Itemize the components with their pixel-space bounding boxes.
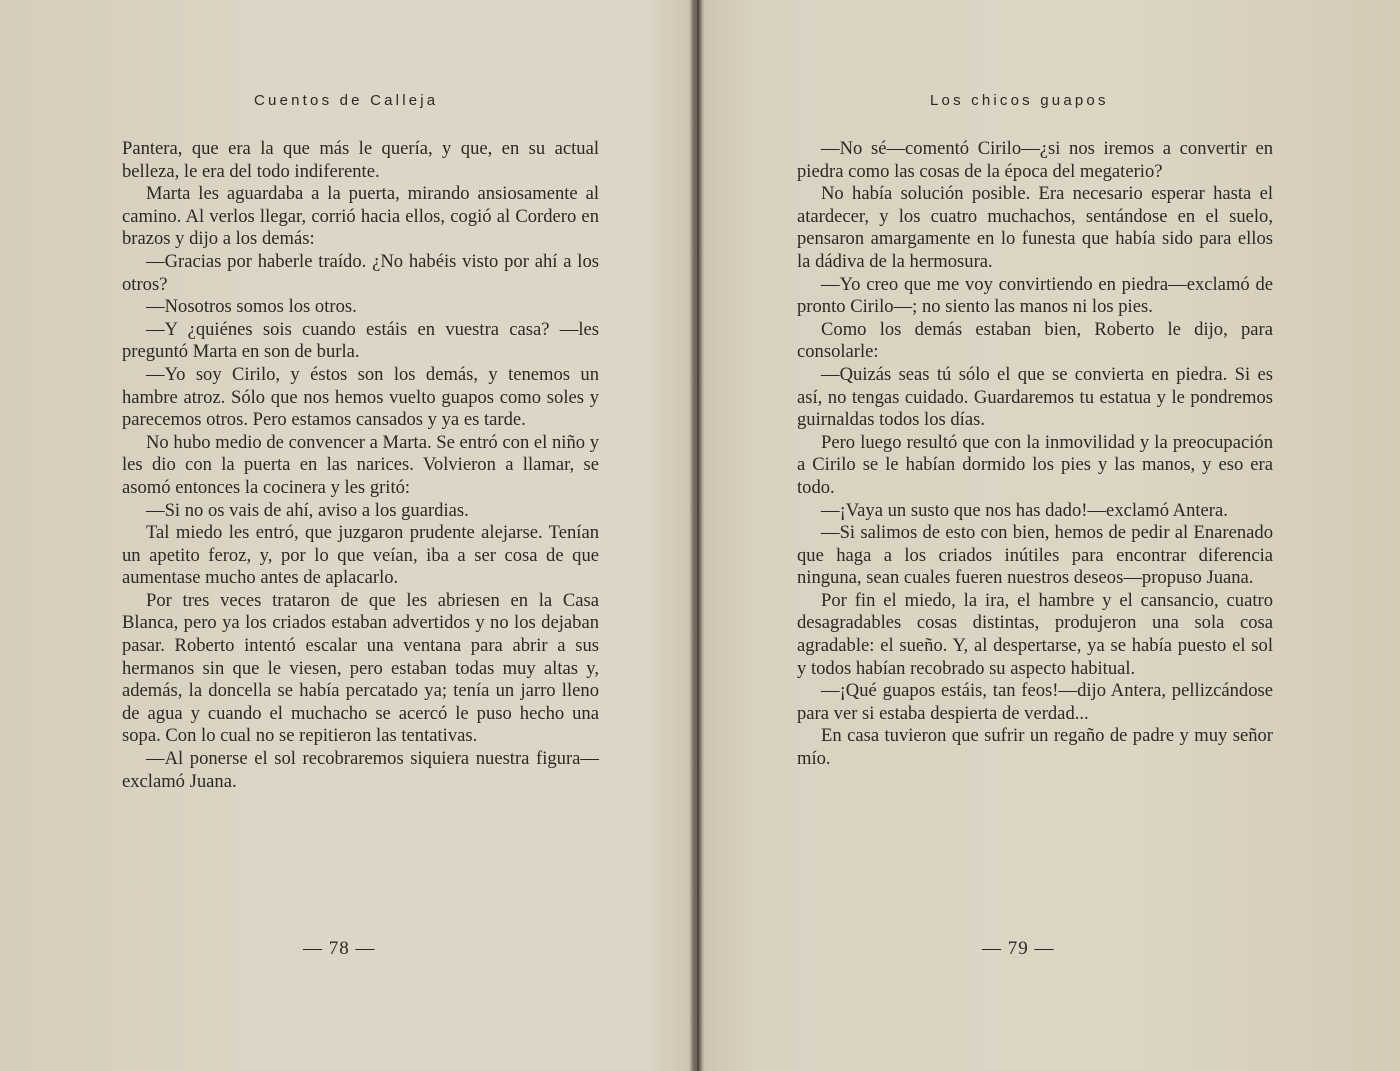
- right-body-text: [797, 138, 1273, 771]
- right-paragraph-2: No había solución posible. Era necesario esperar hasta el atardecer, y los cuatro muchachos, sentándose en el suelo, pensaron amargamente en lo funesta que había sido para ellos la dádiva de la hermosura.: [797, 183, 1273, 272]
- right-paragraph-7: —¡Vaya un susto que nos has dado!—exclamó Antera.: [821, 499, 1228, 521]
- right-paragraph-3: —Yo creo que me voy convirtiendo en piedra—exclamó de pronto Cirilo—; no siento las manos ni los pies.: [797, 273, 1273, 318]
- left-paragraph-4: —Nosotros somos los otros.: [146, 296, 357, 318]
- left-paragraph-1: Pantera, que era la que más le quería, y que, en su actual belleza, le era del todo indiferente.: [122, 138, 599, 182]
- left-paragraph-6: —Yo soy Cirilo, y éstos son los demás, y tenemos un hambre atroz. Sólo que nos hemos vuelto guapos como soles y parecemos otros. Pero estamos cansados y ya es tarde.: [122, 363, 599, 431]
- left-page: [0, 0, 690, 1071]
- book-gutter: [690, 0, 704, 1071]
- left-paragraph-11: —Al ponerse el sol recobraremos siquiera nuestra figura—exclamó Juana.: [122, 748, 599, 792]
- right-paragraph-6: Pero luego resultó que con la inmovilidad y la preocupación a Cirilo se le habían dormido los pies y las manos, y eso era todo.: [797, 431, 1273, 498]
- right-paragraph-10: —¡Qué guapos estáis, tan feos!—dijo Antera, pellizcándose para ver si estaba despierta de verdad...: [797, 680, 1273, 724]
- right-paragraph-11: En casa tuvieron que sufrir un regaño de padre y muy señor mío.: [797, 725, 1273, 770]
- left-paragraph-2: Marta les aguardaba a la puerta, mirando ansiosamente al camino. Al verlos llegar, corrió hacia ellos, cogió al Cordero en brazos y dijo a los demás:: [122, 183, 599, 250]
- left-paragraph-3: —Gracias por haberle traído. ¿No habéis visto por ahí a los otros?: [122, 250, 599, 295]
- right-paragraph-4: Como los demás estaban bien, Roberto le dijo, para consolarle:: [797, 318, 1273, 363]
- right-paragraph-5: —Quizás seas tú sólo el que se convierta en piedra. Si es así, no tengas cuidado. Guardaremos tu estatua y le pondremos guirnaldas todos los días.: [797, 363, 1273, 431]
- left-paragraph-8: —Si no os vais de ahí, aviso a los guardias.: [146, 499, 469, 521]
- left-paragraph-10: Por tres veces trataron de que les abriesen en la Casa Blanca, pero ya los criados estaban advertidos y no los dejaban pasar. Roberto intentó escalar una ventana para abrir a sus hermanos sin que le viesen, pero estaban todas muy altas y, además, la doncella se había percatado ya; tenía un jarro lleno de agua y cuando el muchacho se acercó le puso hecho una sopa. Con lo cual no se repitieron las tentativas.: [122, 589, 599, 747]
- left-page-number: — 78 —: [303, 938, 376, 959]
- right-paragraph-9: Por fin el miedo, la ira, el hambre y el cansancio, cuatro desagradables cosas distintas, produjeron una sola cosa agradable: el sueño. Y, al despertarse, ya se había puesto el sol y todos habían recobrado su aspecto habitual.: [797, 589, 1273, 679]
- left-paragraph-7: No hubo medio de convencer a Marta. Se entró con el niño y les dio con la puerta en las narices. Volvieron a llamar, se asomó entonces la cocinera y les gritó:: [122, 431, 599, 498]
- right-paragraph-1: —No sé—comentó Cirilo—¿si nos iremos a convertir en piedra como las cosas de la época del megaterio?: [797, 138, 1273, 182]
- left-running-head: Cuentos de Calleja: [254, 92, 439, 109]
- right-page-number: — 79 —: [982, 938, 1055, 959]
- right-running-head: Los chicos guapos: [930, 92, 1109, 109]
- left-paragraph-5: —Y ¿quiénes sois cuando estáis en vuestra casa? —les preguntó Marta en son de burla.: [122, 318, 599, 363]
- right-paragraph-8: —Si salimos de esto con bien, hemos de pedir al Enarenado que haga a los criados inútiles para encontrar diferencia ninguna, sean cuales fueren nuestros deseos—propuso Juana.: [797, 522, 1273, 589]
- left-paragraph-9: Tal miedo les entró, que juzgaron prudente alejarse. Tenían un apetito feroz, y, por lo que veían, iba a ser cosa de que aumentase mucho antes de aplacarlo.: [122, 522, 599, 589]
- left-body-text: [122, 138, 599, 793]
- right-page: [704, 0, 1400, 1071]
